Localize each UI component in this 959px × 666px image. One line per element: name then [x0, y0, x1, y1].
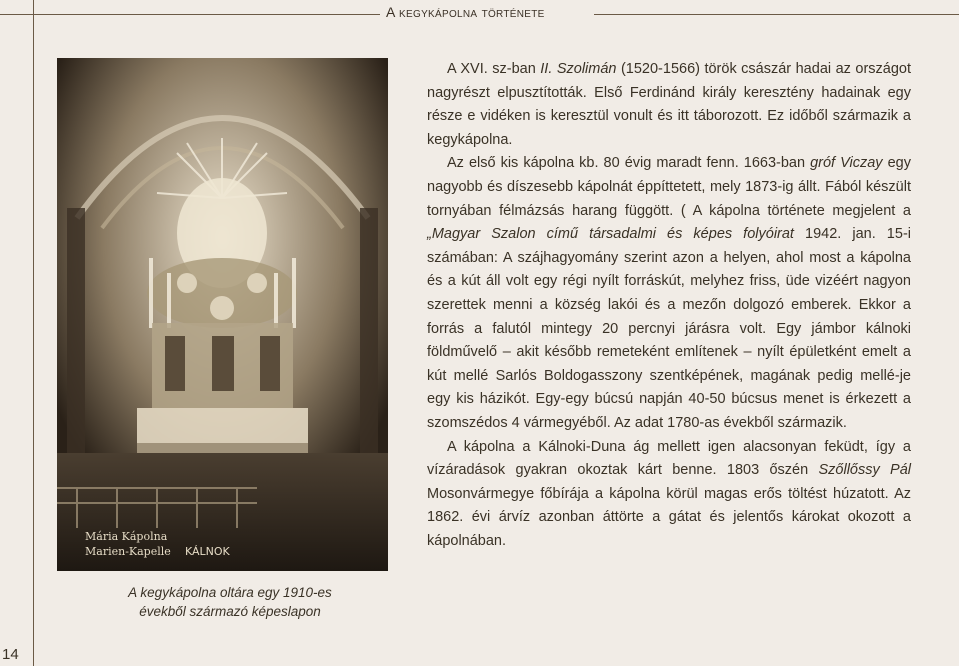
article-body — [427, 58, 911, 553]
altar-postcard-photo — [57, 58, 388, 571]
header-rule-left — [0, 14, 380, 15]
caption-line-2: évekből származó képeslapon — [139, 604, 321, 619]
section-title: A kegykápolna története — [386, 4, 545, 20]
altar-illustration — [57, 58, 388, 571]
margin-rule — [33, 0, 34, 666]
postcard-inscription-1: Mária Kápolna — [85, 530, 168, 543]
photo-caption — [110, 583, 350, 621]
paragraph-3: A kápolna a Kálnoki-Duna ág mellett igen alacsonyan feküdt, így a vízáradások gyakran okoztak kárt benne. 1803 őszén Szőllőssy Pál Mosonvármegye főbírája a kápolna körül magas erős töltést húzatott. Az 1862. évi árvíz azonban áttörte a gátat és jelentős károkat okozott a kápolnában. — [427, 438, 912, 549]
postcard-inscription-2: Marien-Kapelle — [85, 545, 171, 558]
header-rule-right — [594, 14, 959, 15]
caption-line-1: A kegykápolna oltára egy 1910-es — [128, 585, 332, 600]
paragraph-2: Az első kis kápolna kb. 80 évig maradt fenn. 1663-ban gróf Viczay egy nagyobb és díszesebb kápolnát éppíttetett, mely 1873-ig állt. Fából készült tornyában félmázsás harang függött. ( A kápolna története megjelent a „Magyar Szalon című társadalmi és képes folyóirat 1942. jan. 15-i számában: A szájhagyomány szerint azon a helyen, ahol most a kápolna és a kút áll volt egy régi nyílt forráskút, melyhez friss, üde vizéért nagyon szerettek menni a község lakói és a mezőn dolgozó emberek. Ekkor a forrás a falutól mintegy 20 percnyi járásra volt. Egy jámbor kálnoki földművelő – akit később remeteként említenek – nyílt épületként emelt a kút mellé Sarlós Boldogasszony szentképének, magának pedig mellé-je egy kis házikót. Egy-egy búcsú napján 40-50 búcsus menet is érkezett a szomszédos 4 vármegyéből. Az adat 1780-as évekből származik. — [427, 155, 911, 431]
page-number: 14 — [2, 646, 19, 663]
paragraph-1: A XVI. sz-ban II. Szolimán (1520-1566) török császár hadai az országot nagyrészt elpusztították. Első Ferdinánd király keresztény hadainak egy része e vidéken is keresztül vonult és itt táborozott. Ez időből származik a kegykápolna. — [427, 61, 912, 148]
postcard-inscription-place: KÁLNOK — [185, 545, 230, 558]
